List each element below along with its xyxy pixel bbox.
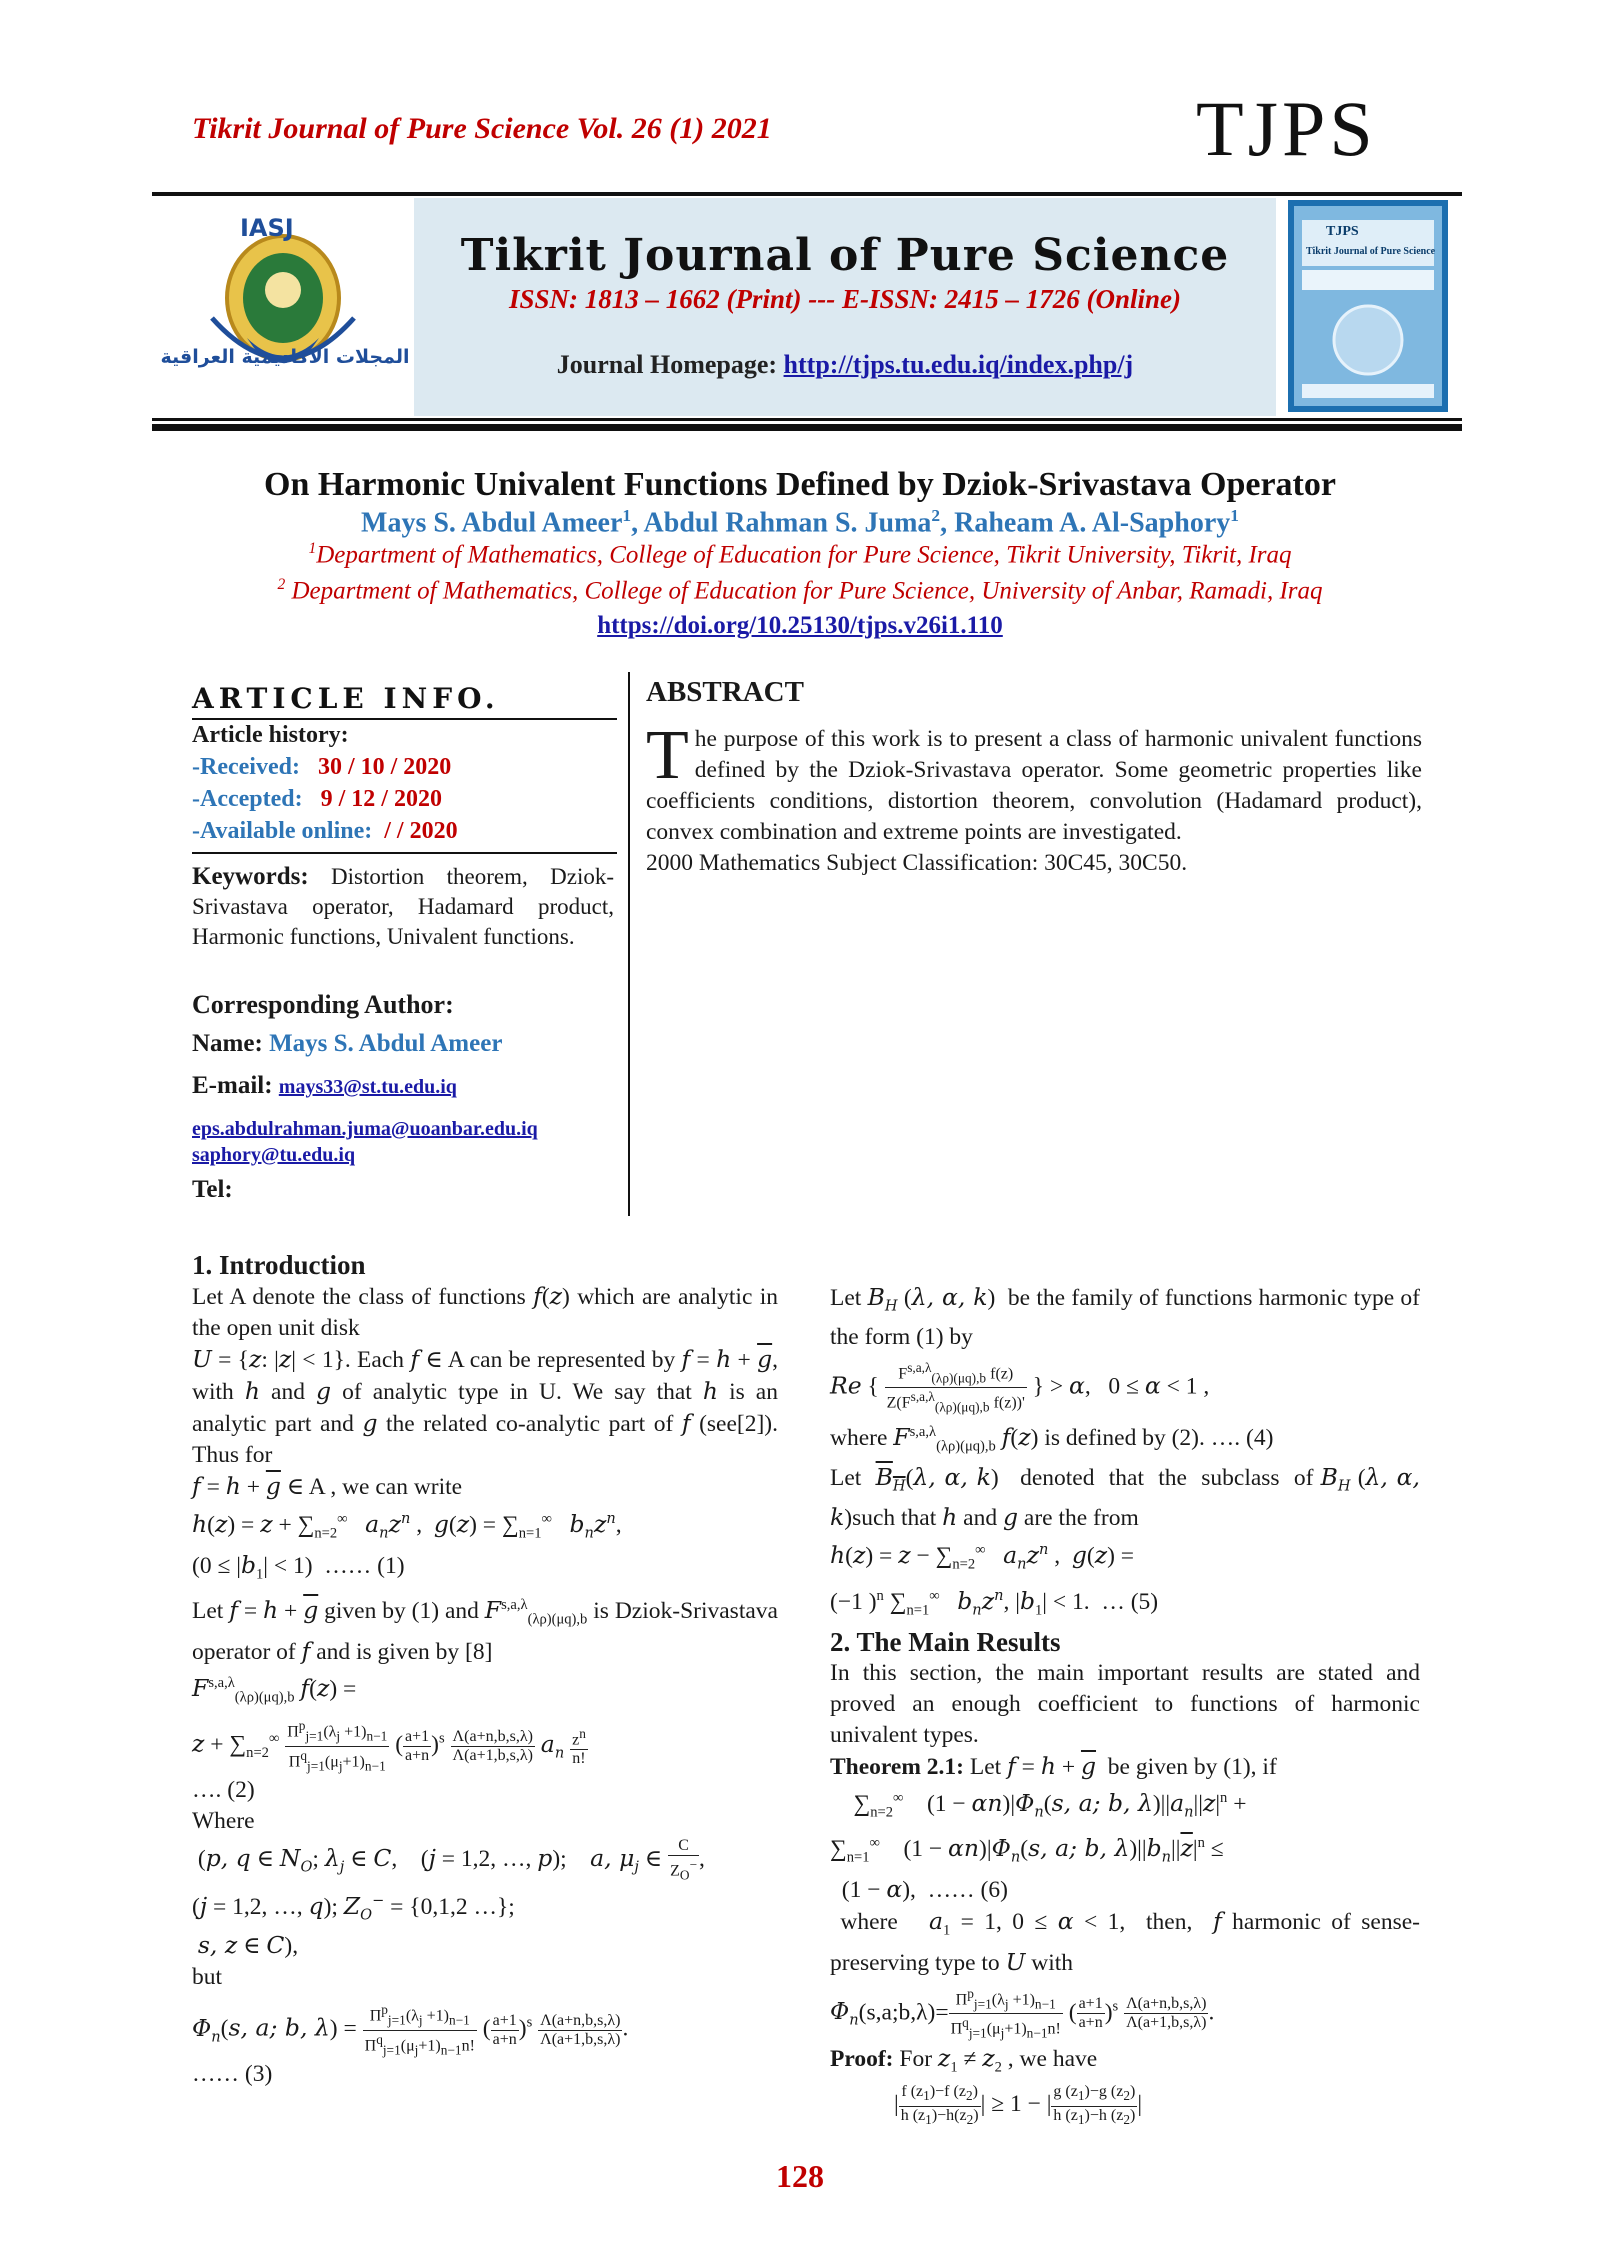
equation: $\sum_{n=1}^\infty$ $(1 - \alpha n)|\Phi_n(s$, a; b, $\lambda)||b_n||\overline{z}|^n$ ≤ [830, 1834, 1224, 1866]
email-link[interactable]: saphory@tu.edu.iq [192, 1144, 356, 1166]
article-history-label: Article history: [192, 722, 349, 748]
equation: s, z ∈ C), [197, 1931, 299, 1960]
email-link[interactable]: eps.abdulrahman.juma@uoanbar.edu.iq [192, 1118, 538, 1140]
email-link[interactable]: mays33@st.tu.edu.iq [278, 1076, 457, 1098]
equation: (1 − α), …… (6) [830, 1874, 1008, 1903]
equation: $z + \sum_{n=2}^\infty$ $\frac{\Pi^p_{j=1}(\lambda_j +1)_{n-1}}{\Pi^q_{j=1}(\mu_j+1)_{n-1}}$ ( $\frac{a+1}{a+n}$ )$^s$ $\frac{\Lambda(a+n,b,s,\lambda)}{\Lambda(a+1,b,s,\lambda)}$ $a_n$ $\frac{z^n}{n!}$ [192, 1718, 586, 1774]
main-results-heading: 2. The Main Results [830, 1626, 1061, 1657]
equation: Re { $\frac{F^{s,a,\lambda}_{(\lambda\rho)(\mu q),b} f(z)}{Z(F^{s,a,\lambda}_{(\lambda\rho)(\mu q),b} f(z))'}$ } > α, 0 ≤ α < 1 , [830, 1359, 1210, 1415]
header-rule-top [152, 192, 1462, 196]
equation: $f = h + \overline{g}$ ∈ A , we can write [192, 1472, 463, 1500]
body-paragraph: but [192, 1964, 223, 1991]
author-name: Abdul Rahman S. Juma [643, 507, 932, 539]
article-info-heading: ARTICLE INFO. [192, 682, 500, 715]
introduction-heading: 1. Introduction [192, 1250, 366, 1280]
affiliation-1 [0, 540, 1600, 569]
journal-cover-panel [1276, 198, 1462, 416]
homepage-link[interactable]: http://tjps.tu.edu.iq/index.php/j [783, 350, 1134, 379]
theorem: Theorem 2.1: Let $f = h + \overline{g}$ be given by (1), if [830, 1751, 1277, 1780]
proof: Proof: For $z_1 \ne z_2$ , we have [830, 2043, 1098, 2076]
equation: …. (2) [192, 1777, 255, 1804]
body-paragraph: In this section, the main important results are stated and proved an enough coefficient to functions of harmonic univalent types. [830, 1659, 1420, 1748]
received-value: 30 / 10 / 2020 [317, 754, 452, 780]
equation: …… (3) [192, 2061, 273, 2088]
keywords-label: Keywords: [192, 863, 309, 890]
journal-cover-image [1288, 200, 1448, 412]
author-affiliation-sup: 2 [931, 506, 941, 525]
body-paragraph: U = {z: |z| < 1}. Each f ∈ A can be represented by $f = h + \overline{g}$, with h and g of analytic type in U. We say that h is an analytic part and g the related co-analytic part of f (see[2]). Thus for [192, 1345, 778, 1468]
accepted-row [192, 786, 617, 813]
column-divider [628, 672, 630, 1216]
affiliation-sup: 1 [308, 540, 317, 557]
equation: $h(z) = z - \sum_{n=2}^\infty$ $a_nz^n$ , g(z) = [830, 1540, 1135, 1573]
iasj-label: IASJ [240, 214, 294, 242]
equation: $(0 \le |b_1| < 1)$ …… (1) [192, 1550, 405, 1583]
body-paragraph: where $a_1 = 1$, 0 ≤ α < 1, then, f harmonic of sense-preserving type to U with [830, 1906, 1420, 1976]
abstract-body [646, 717, 1422, 879]
cover-title: TJPS [1326, 224, 1359, 239]
banner-issn: ISSN: 1813 – 1662 (Print) --- E-ISSN: 2415 – 1726 (Online) [508, 284, 1182, 314]
affiliation-sup: 2 [277, 576, 286, 593]
affiliation-text: Department of Mathematics, College of Education for Pure Science, University of Anbar, Ramadi, Iraq [285, 577, 1323, 605]
proof-label: Proof: [830, 2045, 894, 2072]
affiliation-text: Department of Mathematics, College of Education for Pure Science, Tikrit University, Tikrit, Iraq [316, 541, 1292, 569]
page-number: 128 [776, 2158, 824, 2194]
body-paragraph: where $F^{s,a,\lambda}_{(\lambda\rho)(\mu q),b}$ f(z) is defined by (2). …. (4) [830, 1422, 1274, 1455]
tjps-logo: TJPS [1196, 85, 1377, 172]
received-row [192, 754, 617, 781]
header-rule-bottom-1 [152, 418, 1462, 421]
abstract-heading: ABSTRACT [646, 676, 804, 708]
equation: $\Phi_n(s,a;b,\lambda)=$ $\frac{\Pi^p_{j=1}(\lambda_j +1)_{n-1}}{\Pi^q_{j=1}(\mu_j+1)_{n-1}n!}$ ( $\frac{a+1}{a+n}$ )$^s$ $\frac{\Lambda(a+n,b,s,\lambda)}{\Lambda(a+1,b,s,\lambda)}$ . [830, 1985, 1215, 2041]
theorem-label: Theorem 2.1: [830, 1753, 965, 1780]
author-name: Raheam A. Al-Saphory [954, 507, 1231, 539]
body-paragraph: Let $B_H$ (λ, α, k) be the family of functions harmonic type of the form (1) by [830, 1283, 1421, 1350]
doi-link[interactable]: https://doi.org/10.25130/tjps.v26i1.110 [597, 612, 1003, 639]
main-results-section [830, 1282, 1420, 2129]
body-paragraph: Let A denote the class of functions f(z) which are analytic in the open unit disk [192, 1282, 778, 1341]
body-paragraph: Let $B_H(\lambda$, α, k) denoted that the subclass of $B_H$ (λ, α, k)such that h and g are the from [830, 1463, 1420, 1531]
tel-label: Tel: [192, 1176, 233, 1203]
doi [0, 612, 1600, 640]
available-online-label: -Available online: [192, 818, 373, 844]
name-value: Mays S. Abdul Ameer [269, 1030, 503, 1057]
banner-homepage [414, 350, 1276, 380]
msc-classification: 2000 Mathematics Subject Classification: 30C45, 30C50. [646, 850, 1188, 876]
homepage-label: Journal Homepage: [556, 350, 778, 379]
equation: $h(z) = z + \sum_{n=2}^\infty$ $a_nz^n$ , $g(z) = \sum_{n=1}^\infty$ $b_nz^n$, [192, 1509, 622, 1542]
keywords [192, 862, 614, 952]
banner-title: Tikrit Journal of Pure Science [460, 230, 1230, 281]
equation: | $\frac{f (z_1)-f (z_2)}{h (z_1)-h(z_2)}$ | ≥ 1 − | $\frac{g (z_1)-g (z_2)}{h (z_1)-h (z_2)}$ | [894, 2083, 1143, 2127]
corresponding-author-label: Corresponding Author: [192, 990, 454, 1019]
journal-running-title: Tikrit Journal of Pure Science Vol. 26 (1) 2021 [192, 112, 772, 145]
body-paragraph: Where [192, 1808, 255, 1835]
received-label: -Received: [192, 754, 300, 780]
author-list: Mays S. Abdul Ameer$^1$, Abdul Rahman S. Juma$^2$, Raheam A. Al-Saphory$^1$ [361, 506, 1239, 539]
keywords-text: Distortion theorem, Dziok-Srivastava operator, Hadamard product, Harmonic functions, Univalent functions. [192, 864, 614, 949]
abstract-dropcap: T [646, 717, 689, 794]
email-label: E-mail: [192, 1072, 273, 1099]
introduction-section [192, 1250, 778, 2090]
body-paragraph: Let $f = h + \overline{g}$ given by (1) and $F^{s,a,\lambda}_{(\lambda\rho)(\mu q),b}$ is Dziok-Srivastava operator of f and is given by [8] [192, 1596, 778, 1665]
equation: $F^{s,a,\lambda}_{(\lambda\rho)(\mu q),b}$ f(z) = [192, 1673, 357, 1706]
name-label: Name: [192, 1030, 263, 1057]
author-name: Mays S. Abdul Ameer [361, 507, 623, 539]
author-affiliation-sup: 1 [1230, 506, 1239, 525]
name-row [192, 1030, 617, 1058]
header-rule-bottom-2 [152, 424, 1462, 431]
affiliation-2 [0, 576, 1600, 605]
email-row [192, 1072, 617, 1100]
iasj-arabic-label: المجلات الاكاديمية العراقية [160, 346, 410, 368]
accepted-value: 9 / 12 / 2020 [320, 786, 442, 812]
available-online-value: / / 2020 [384, 818, 458, 844]
article-info-rule [192, 852, 617, 854]
equation: $\sum_{n=2}^\infty$ $(1 - \alpha n)|\Phi_n(s$, a; b, $\lambda)||a_n||z|^n$ + [830, 1788, 1247, 1821]
author-affiliation-sup: 1 [622, 506, 632, 525]
equation: (−1 )$^n$ $\sum_{n=1}^\infty$ $b_nz^n$, $|b_1| < 1$. … (5) [830, 1587, 1159, 1619]
equation: (j = 1,2, …, q); $Z_O^- = \{0,1,2$ …}; [192, 1891, 515, 1924]
accepted-label: -Accepted: [192, 786, 303, 812]
equation: (p, q ∈ $N_O$; $\lambda_j$ ∈ C, (j = 1,2, …, p); a, $\mu_j$ ∈ $\frac{C}{Z_O^-}$ , [192, 1837, 705, 1883]
article-info-rule [192, 718, 617, 720]
equation: $\Phi_n(s$, a; b, λ) = $\frac{\Pi^p_{j=1}(\lambda_j +1)_{n-1}}{\Pi^q_{j=1}(\mu_j+1)_{n-1}n!}$ ( $\frac{a+1}{a+n}$ )$^s$ $\frac{\Lambda(a+n,b,s,\lambda)}{\Lambda(a+1,b,s,\lambda)}$ . [192, 2002, 629, 2058]
abstract-text: he purpose of this work is to present a class of harmonic univalent functions defined by the Dziok-Srivastava operator. Some geometric properties like coefficients conditions, distortion theorem, convolution (Hadamard product), convex combination and extreme points are investigated. [646, 726, 1422, 845]
paper-title: On Harmonic Univalent Functions Defined by Dziok-Srivastava Operator [264, 466, 1336, 503]
cover-subtitle: Tikrit Journal of Pure Science [1306, 246, 1436, 257]
available-online-row [192, 818, 617, 845]
